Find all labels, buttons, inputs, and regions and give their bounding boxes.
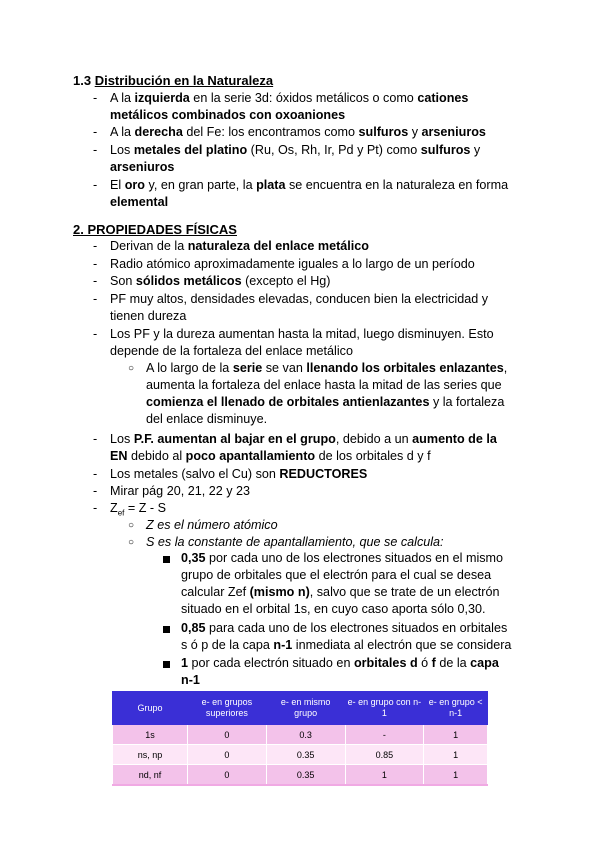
rule-item-continuation: situado en el orbital 1s, en cuyo caso aporta sólo 0,30. [181,602,486,616]
table-cell: - [345,725,424,745]
rule-item-continuation: s ó p de la capa n-1 inmediata al electrón que se considera [181,638,512,652]
sub-list-item: Z es el número atómico [146,518,278,532]
table-cell: 1 [424,725,488,745]
bullet-dash: - [93,292,98,306]
table-header-cell: e- en grupo < n-1 [424,692,488,725]
list-item: A la izquierda en la serie 3d: óxidos metálicos o como cationes [110,91,469,105]
table-cell: 0.35 [266,745,345,765]
bullet-dash: - [93,239,98,253]
list-item: Radio atómico aproximadamente iguales a lo largo de un período [110,257,475,271]
rule-item-continuation: n-1 [181,673,200,687]
bullet-circle: ○ [128,520,135,531]
list-item: PF muy altos, densidades elevadas, conducen bien la electricidad y [110,292,489,306]
table-cell: 0 [188,745,267,765]
table-header-cell: e- en mismo grupo [266,692,345,725]
list-item-continuation: EN debido al poco apantallamiento de los orbitales d y f [110,449,431,463]
list-item: A la derecha del Fe: los encontramos como sulfuros y arseniuros [110,125,486,139]
list-item: Los PF y la dureza aumentan hasta la mitad, luego disminuyen. Esto [110,327,494,341]
bullet-dash: - [93,91,98,105]
section-heading-propiedades [73,222,237,237]
bullet-circle: ○ [128,537,135,548]
list-item: Derivan de la naturaleza del enlace metálico [110,239,369,253]
list-item-zef: $Z_{ef} = Z - S$ [110,501,167,518]
bullet-dash: - [93,327,98,341]
list-item-continuation: tienen dureza [110,309,187,323]
section-heading-distribucion [73,73,273,88]
bullet-dash: - [93,125,98,139]
rule-item: 0,35 por cada uno de los electrones situados en el mismo [181,551,504,565]
table-cell: 1 [345,765,424,786]
rule-item-continuation: grupo de orbitales que el electrón para el cual se desea [181,568,492,582]
table-row [113,725,488,745]
table-cell: 0.35 [266,765,345,786]
list-item-continuation: elemental [110,195,169,209]
list-item: Los metales (salvo el Cu) son REDUCTORES [110,467,368,481]
table-cell: 0 [188,765,267,786]
table-header-row [113,692,488,725]
bullet-dash: - [93,257,98,271]
section-title: 2. PROPIEDADES FÍSICAS [73,222,237,237]
list-item: Mirar pág 20, 21, 22 y 23 [110,484,251,498]
table-cell: 0 [188,725,267,745]
table-cell: nd, nf [113,765,188,786]
bullet-dash: - [93,178,98,192]
table-cell: 1 [424,765,488,786]
list-item-continuation: arseniuros [110,160,175,174]
list-item: Los metales del platino (Ru, Os, Rh, Ir, Pd y Pt) como sulfuros y [110,143,481,157]
list-item-continuation: metálicos combinados con oxoaniones [110,108,346,122]
sub-list-item-continuation: del enlace disminuye. [146,412,268,426]
sub-list-item-continuation: aumenta la fortaleza del enlace hasta la mitad de las series que [146,378,502,392]
bullet-dash: - [93,484,98,498]
rule-item: 1 por cada electrón situado en orbitales d ó f de la capa [181,656,499,670]
rule-item-continuation: calcular Zef (mismo n), salvo que se trate de un electrón [181,585,500,599]
bullet-dash: - [93,467,98,481]
table-header-cell: Grupo [113,692,188,725]
list-item: El oro y, en gran parte, la plata se encuentra en la naturaleza en forma [110,178,509,192]
table-cell: 0.3 [266,725,345,745]
slater-rules-table [112,691,488,786]
bullet-dash: - [93,501,98,515]
table-header-cell: e- en grupos superiores [188,692,267,725]
table-header-cell: e- en grupo con n-1 [345,692,424,725]
bullet-square [163,626,170,633]
list-item-continuation: depende de la fortaleza del enlace metálico [110,344,353,358]
sub-list-item-continuation: comienza el llenado de orbitales antienlazantes y la fortaleza [146,395,505,409]
bullet-dash: - [93,274,98,288]
sub-list-item: A lo largo de la serie se van llenando los orbitales enlazantes, [146,361,508,375]
table-cell: ns, np [113,745,188,765]
table-cell: 1 [424,745,488,765]
table-row [113,765,488,786]
bullet-dash: - [93,143,98,157]
bullet-circle: ○ [128,363,135,374]
list-item: Son sólidos metálicos (excepto el Hg) [110,274,331,288]
table-cell: 1s [113,725,188,745]
table-row [113,745,488,765]
bullet-square [163,556,170,563]
section-title: Distribución en la Naturaleza [94,73,274,88]
section-number: 1.3 [73,73,92,88]
rule-item: 0,85 para cada uno de los electrones situados en orbitales [181,621,508,635]
bullet-dash: - [93,432,98,446]
bullet-square [163,661,170,668]
table-cell: 0.85 [345,745,424,765]
sub-list-item: S es la constante de apantallamiento, que se calcula: [146,535,444,549]
list-item: Los P.F. aumentan al bajar en el grupo, debido a un aumento de la [110,432,497,446]
